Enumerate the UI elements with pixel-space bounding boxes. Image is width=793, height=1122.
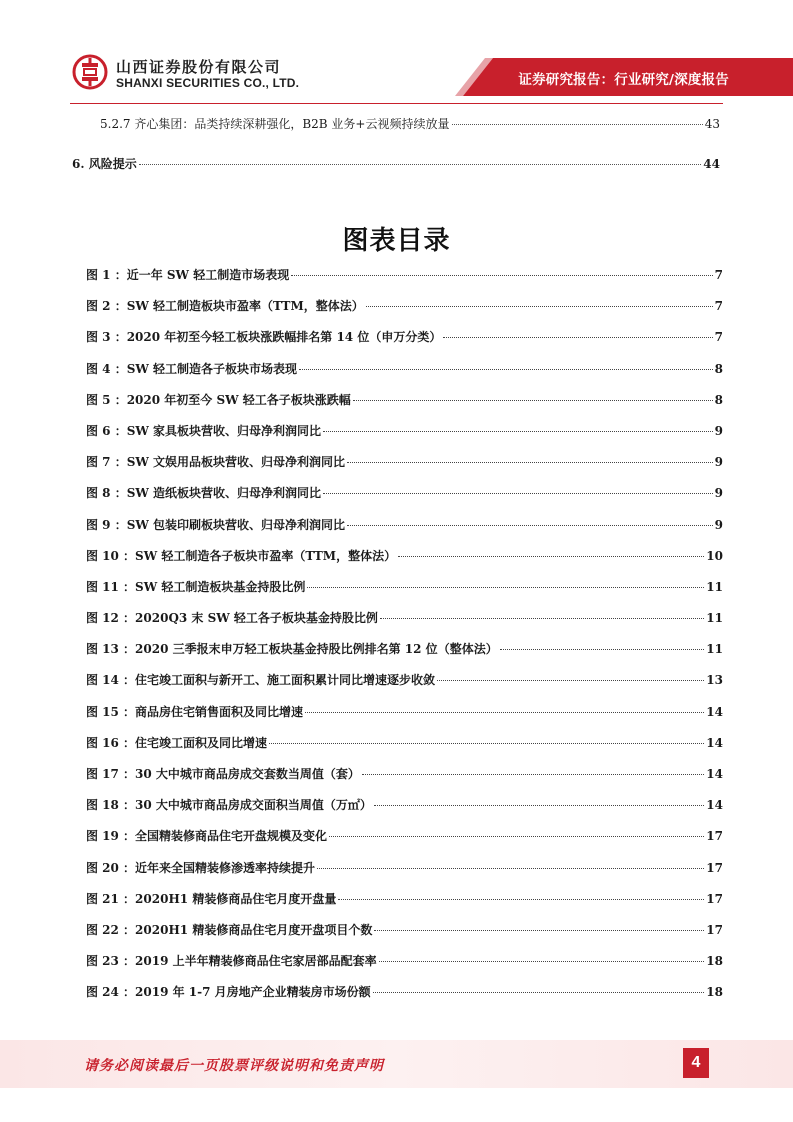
figure-page: 14 (706, 798, 723, 813)
leader-dots (353, 400, 713, 401)
report-type-label: 证券研究报告：行业研究/深度报告 (518, 72, 729, 88)
figure-label: 图 22 ：2020H1 精装修商品住宅月度开盘项目个数 (86, 922, 373, 937)
figure-entry[interactable] (86, 422, 723, 453)
figures-title: 图表目录 (342, 226, 451, 256)
figure-page: 18 (706, 954, 723, 969)
figure-label: 图 15 ：商品房住宅销售面积及同比增速 (86, 704, 304, 719)
figure-entry[interactable] (86, 796, 723, 827)
leader-dots (291, 275, 712, 276)
figure-label: 图 21 ：2020H1 精装修商品住宅月度开盘量 (86, 891, 337, 906)
company-logo-icon (72, 54, 108, 90)
figure-entry[interactable] (86, 391, 723, 422)
leader-dots (500, 649, 705, 650)
figure-page: 9 (714, 455, 723, 470)
figure-entry[interactable] (86, 578, 723, 609)
toc-entry-text: 5.2.7 齐心集团：品类持续深耕强化，B2B 业务+云视频持续放量 (100, 117, 450, 131)
figure-page: 17 (706, 860, 723, 875)
figure-label: 图 7 ：SW 文娱用品板块营收、归母净利润同比 (86, 455, 346, 470)
figure-label: 图 18 ：30 大中城市商品房成交面积当周值（万㎡） (86, 798, 372, 813)
figure-page: 8 (714, 392, 723, 407)
figure-entry[interactable] (86, 328, 723, 359)
figure-label: 图 20 ：近年来全国精装修渗透率持续提升 (86, 860, 316, 875)
figure-entry[interactable] (86, 734, 723, 765)
figure-label: 图 8 ：SW 造纸板块营收、归母净利润同比 (86, 486, 322, 501)
figure-entry[interactable] (86, 765, 723, 796)
leader-dots (374, 930, 704, 931)
leader-dots (139, 164, 702, 165)
company-name-cn: 山西证券股份有限公司 (116, 58, 282, 76)
figure-entry[interactable] (86, 547, 723, 578)
leader-dots (323, 493, 713, 494)
leader-dots (307, 587, 704, 588)
leader-dots (380, 618, 704, 619)
figure-page: 17 (706, 891, 723, 906)
leader-dots (437, 680, 704, 681)
figure-label: 图 24 ：2019 年 1-7 月房地产企业精装房市场份额 (86, 985, 371, 1000)
leader-dots (347, 525, 713, 526)
leader-dots (443, 337, 712, 338)
figure-page: 11 (706, 579, 723, 594)
figure-page: 13 (706, 673, 723, 688)
figure-entry[interactable] (86, 703, 723, 734)
figure-page: 14 (706, 767, 723, 781)
page-header (0, 0, 793, 112)
toc-entry-page: 44 (703, 157, 720, 171)
leader-dots (323, 431, 713, 432)
leader-dots (329, 836, 704, 837)
figure-page: 17 (706, 922, 723, 937)
figure-label: 图 19 ：全国精装修商品住宅开盘规模及变化 (86, 829, 328, 844)
figure-entry[interactable] (86, 609, 723, 640)
leader-dots (398, 556, 704, 557)
company-name-en: SHANXI SECURITIES CO., LTD. (116, 76, 300, 90)
figure-entry[interactable] (86, 516, 723, 547)
figures-list (86, 266, 723, 1015)
figure-label: 图 12 ：2020Q3 末 SW 轻工各子板块基金持股比例 (86, 611, 378, 626)
figure-label: 图 16 ：住宅竣工面积及同比增速 (86, 735, 268, 750)
figure-page: 10 (706, 548, 723, 563)
figure-label: 图 5 ：2020 年初至今 SW 轻工各子板块涨跌幅 (86, 392, 351, 407)
figure-entry[interactable] (86, 640, 723, 671)
leader-dots (452, 124, 703, 125)
toc-entry-text: 6. 风险提示 (72, 157, 137, 171)
leader-dots (374, 805, 704, 806)
figure-label: 图 17 ：30 大中城市商品房成交套数当周值（套） (86, 767, 360, 781)
figure-label: 图 4 ：SW 轻工制造各子板块市场表现 (86, 361, 298, 376)
figure-entry[interactable] (86, 859, 723, 890)
figure-label: 图 3 ：2020 年初至今轻工板块涨跌幅排名第 14 位（申万分类） (86, 330, 442, 345)
figure-page: 14 (706, 735, 723, 750)
header-divider (70, 103, 723, 104)
figure-label: 图 9 ：SW 包装印刷板块营收、归母净利润同比 (86, 517, 346, 532)
page-number: 4 (683, 1048, 709, 1078)
figure-entry[interactable] (86, 952, 723, 983)
leader-dots (305, 712, 704, 713)
figure-entry[interactable] (86, 827, 723, 858)
figure-page: 9 (714, 517, 723, 532)
figure-label: 图 13 ：2020 三季报末申万轻工板块基金持股比例排名第 12 位（整体法） (86, 642, 498, 657)
disclaimer-notice: 请务必阅读最后一页股票评级说明和免责声明 (84, 1058, 384, 1074)
figure-entry[interactable] (86, 297, 723, 328)
figure-page: 14 (706, 704, 723, 719)
leader-dots (379, 961, 705, 962)
toc-entry[interactable] (100, 116, 720, 132)
leader-dots (362, 774, 704, 775)
leader-dots (347, 462, 713, 463)
figure-label: 图 14 ：住宅竣工面积与新开工、施工面积累计同比增速逐步收敛 (86, 673, 436, 688)
leader-dots (299, 369, 713, 370)
leader-dots (366, 306, 713, 307)
figure-label: 图 1 ：近一年 SW 轻工制造市场表现 (86, 268, 290, 282)
figure-entry[interactable] (86, 890, 723, 921)
figure-page: 7 (714, 330, 723, 345)
figure-label: 图 10 ：SW 轻工制造各子板块市盈率（TTM，整体法） (86, 548, 397, 563)
toc-entry[interactable] (72, 156, 720, 172)
figure-label: 图 23 ：2019 上半年精装修商品住宅家居部品配套率 (86, 954, 377, 969)
toc-entry-page: 43 (704, 117, 720, 131)
figure-page: 11 (706, 642, 723, 657)
figure-entry[interactable] (86, 671, 723, 702)
figure-page: 11 (706, 611, 723, 626)
figure-page: 8 (714, 361, 723, 376)
leader-dots (373, 992, 705, 993)
figure-page: 7 (714, 268, 723, 282)
figure-page: 9 (714, 486, 723, 501)
figure-label: 图 6 ：SW 家具板块营收、归母净利润同比 (86, 423, 322, 438)
leader-dots (317, 868, 704, 869)
figure-entry[interactable] (86, 360, 723, 391)
figure-label: 图 11 ：SW 轻工制造板块基金持股比例 (86, 579, 306, 594)
figure-entry[interactable] (86, 484, 723, 515)
figure-page: 7 (714, 299, 723, 314)
figure-entry[interactable] (86, 266, 723, 297)
figure-entry[interactable] (86, 921, 723, 952)
figure-page: 9 (714, 423, 723, 438)
figure-page: 18 (706, 985, 723, 1000)
leader-dots (338, 899, 704, 900)
figure-entry[interactable] (86, 453, 723, 484)
leader-dots (269, 743, 704, 744)
figure-label: 图 2 ：SW 轻工制造板块市盈率（TTM，整体法） (86, 299, 364, 314)
figure-page: 17 (706, 829, 723, 844)
figure-entry[interactable] (86, 983, 723, 1014)
